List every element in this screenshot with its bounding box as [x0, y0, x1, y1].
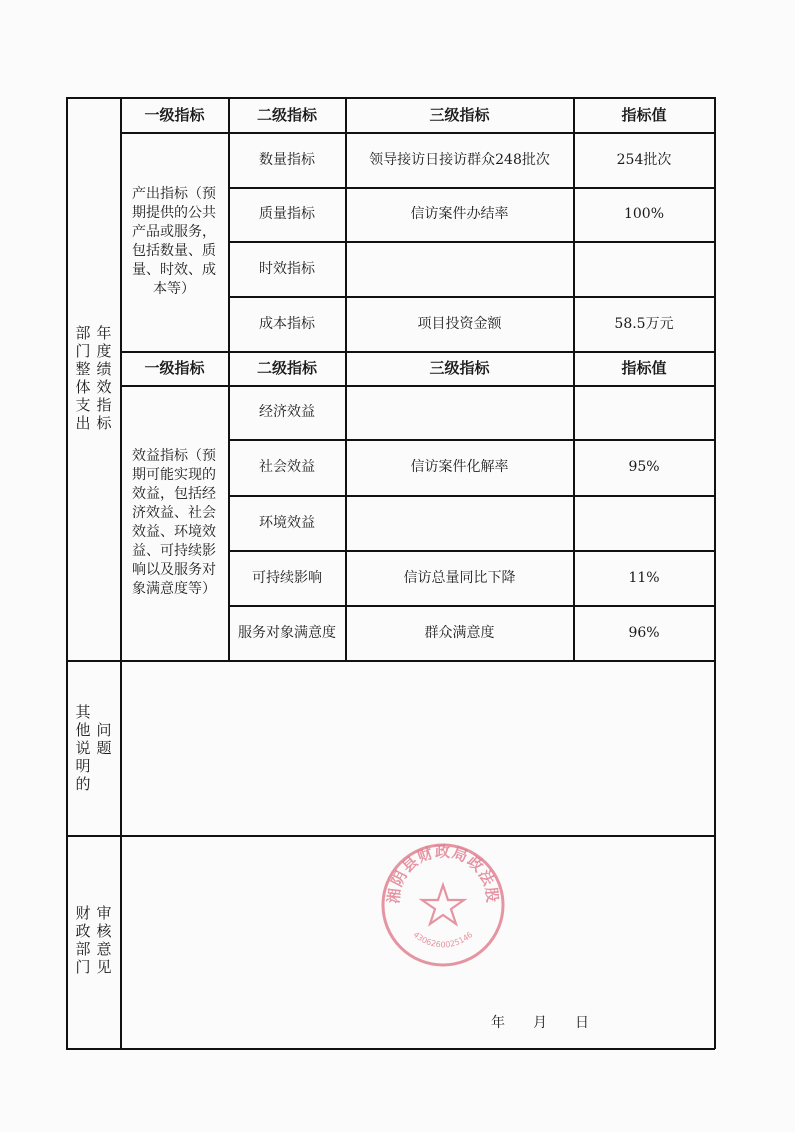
border-bottom	[66, 1048, 715, 1050]
other-label-col2: 问题	[96, 721, 112, 757]
seal-text: 湘阴县财政局政法股	[384, 842, 502, 905]
benefit-row-4-value: 11%	[628, 569, 660, 586]
header-level2: 二级指标	[256, 105, 317, 124]
section-label-col1: 部门整体支出	[75, 324, 91, 432]
benefit-row-3-level3	[346, 496, 573, 550]
benefit-row-2-level2: 社会效益	[259, 459, 315, 475]
benefit-row-3-value	[574, 496, 714, 550]
date-label: 年 月 日	[491, 1014, 589, 1031]
border-right	[714, 97, 716, 1049]
official-seal	[378, 840, 508, 970]
benefit-group-label: 效益指标（预期可能实现的效益，包括经济效益、社会效益、环境效益、可持续影响以及服务对象满意度等）	[132, 448, 216, 597]
header-level3: 三级指标	[429, 105, 490, 124]
benefit-row-5-level3: 群众满意度	[424, 624, 495, 641]
benefit-row-4-level3: 信访总量同比下降	[403, 569, 516, 586]
output-row-4-level2: 成本指标	[259, 315, 315, 332]
output-row-2-value: 100%	[623, 206, 665, 222]
header2-level2: 二级指标	[256, 359, 317, 377]
output-row-1-level2: 数量指标	[259, 151, 315, 168]
section-label-col2: 年度绩效指标	[96, 324, 112, 432]
benefit-row-2-level3: 信访案件化解率	[410, 459, 509, 475]
benefit-row-5-value: 96%	[628, 624, 660, 641]
benefit-row-3-level2: 环境效益	[259, 514, 315, 531]
benefit-row-4-level2: 可持续影响	[252, 569, 322, 586]
benefit-row-1-value	[574, 386, 714, 439]
other-label-col1: 其他说明的	[75, 703, 91, 793]
output-row-1-level3: 领导接访日接访群众248批次	[369, 151, 550, 168]
header-level1: 一级指标	[144, 105, 205, 124]
col-line	[120, 97, 122, 1049]
finance-label-col2: 审核意见	[96, 904, 112, 976]
output-group-label: 产出指标（预期提供的公共产品或服务，包括数量、质量、时效、成本等）	[132, 186, 216, 297]
benefit-row-1-level2: 经济效益	[259, 404, 315, 420]
row-line	[66, 660, 715, 662]
output-row-2-level3: 信访案件办结率	[410, 206, 509, 222]
seal-number: 4306260025146	[411, 930, 475, 950]
output-row-4-value: 58.5万元	[614, 315, 674, 332]
header2-level3: 三级指标	[429, 359, 490, 377]
benefit-row-1-level3	[346, 386, 573, 439]
header2-value: 指标值	[621, 359, 667, 377]
benefit-row-2-value: 95%	[628, 459, 660, 475]
output-row-3-value	[574, 242, 714, 296]
output-row-2-level2: 质量指标	[259, 206, 315, 222]
output-row-3-level3	[346, 242, 573, 296]
header-value: 指标值	[621, 105, 667, 124]
header2-level1: 一级指标	[144, 359, 205, 377]
svg-text:湘阴县财政局政法股	[384, 843, 501, 905]
output-row-1-value: 254批次	[616, 151, 672, 168]
svg-text:4306260025146	[412, 930, 475, 949]
output-row-4-level3: 项目投资金额	[417, 315, 502, 332]
benefit-row-5-level2: 服务对象满意度	[238, 624, 336, 641]
finance-label-col1: 财政部门	[75, 904, 91, 976]
output-row-3-level2: 时效指标	[259, 260, 315, 277]
border-left	[66, 97, 68, 1049]
row-line	[66, 835, 715, 837]
